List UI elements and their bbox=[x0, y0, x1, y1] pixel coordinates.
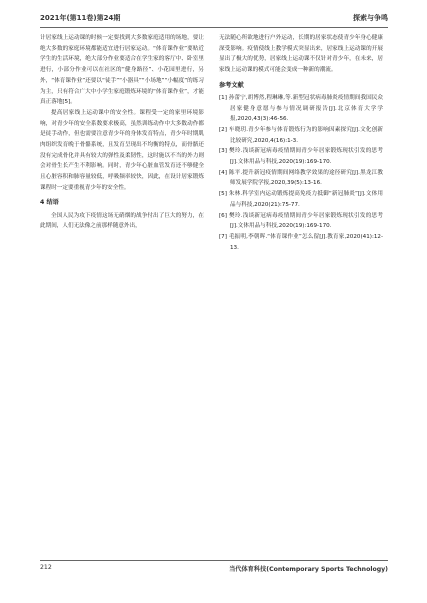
running-header bbox=[40, 13, 388, 27]
reference-item: [4] 陈平.提升新冠疫情期间网络教学效果的途径研究[J].黑龙江教师发展学院学报,2020,39(5):13-16. bbox=[219, 169, 383, 187]
reference-item: [5] 朱林.科学室内运动锻炼提高免疫力抵御“新冠肺炎”[J].文体用品与科技,2020(21):75-77. bbox=[219, 191, 383, 208]
body-paragraph: 计居家线上运动课的时候一定要找到大多数家庭适用的场地，要让绝大多数的家庭环境都能适宜进行居家运动。“体育课作业”要贴近学生的生活环境，绝大部分作业要适合在学生家的客厅中、卧室里进行，小部分作业可以在社区的“健身路径”、小花园里进行，另外，“体育课作业”还要以“徒手”“小器具”“小场地”“小幅度”的练习为主，只有符合广大中小学生家庭锻炼环境的“体育课作业”，才能真正落地[5]。 bbox=[40, 35, 204, 106]
reference-item: [2] 车晓玥.青少年参与体育锻炼行为的影响因素探究[J].文化创新比较研究,2020,4(16):1-3. bbox=[219, 126, 383, 144]
page-number: 212 bbox=[40, 564, 52, 571]
journal-name: 当代体育科技(Contemporary Sports Technology) bbox=[229, 566, 388, 573]
section-label: 探索与争鸣 bbox=[353, 14, 388, 22]
reference-list bbox=[219, 93, 383, 254]
reference-item: [6] 樊玲.浅谈新冠病毒疫情期间青少年居家锻炼现状引发的思考[J].文体用品与科技,2020(19):169-170. bbox=[219, 212, 383, 230]
body-paragraph: 无法随心所欲地进行户外运动，长期的居家状态使青少年身心健康深受影响。疫情使线上教学模式突显出来，居家线上运动课的开展显出了极大的优势，居家线上运动课不仅针对青少年，在未来，居家线上运动课的模式可能会变成一种新的潮流。 bbox=[219, 35, 383, 74]
section-heading: 4 结语 bbox=[40, 198, 59, 206]
issue-label: 2021年(第11卷)第24期 bbox=[40, 14, 121, 22]
reference-item: [7] 毛振明,李朝晖.“体育课作业”怎么留[J].教育家,2020(41):12-13. bbox=[219, 233, 383, 251]
body-paragraph: 提高居家线上运动课中的安全性。课程受一定的家里环境影响，对青少年的安全系数要求极高，虽然训练动作中大多数动作都是徒手动作，但也需要注意青少年的身体发育特点，青少年时期肌肉组织发育晚于骨骼系统，且发育呈现出不均衡的特点，而骨骼还没有完成骨化并具有较大的弹性及柔韧性，这时施以不当的外力则会对骨生长产生不利影响。同时，青少年心脏血管发育还不够健全且心脏容积和肺容量较低，呼吸频率较快，因此，在设计居家锻炼课程时一定要重视青少年的安全性。 bbox=[40, 109, 204, 191]
references-heading: 参考文献 bbox=[219, 81, 244, 89]
left-column bbox=[40, 33, 204, 232]
running-footer bbox=[40, 564, 388, 576]
right-column bbox=[219, 33, 383, 253]
reference-item: [1] 孙蕾宁,胡博然,程琳琳,等.新型冠状病毒肺炎疫情期间我国民众居家健身意愿与参与情况调研报告[J].北京体育大学学报,2020,43(3):46-56. bbox=[219, 94, 383, 123]
footer-divider bbox=[40, 560, 388, 561]
reference-item: [3] 樊玲.浅谈新冠病毒疫情期间青少年居家锻炼现状引发的思考[J].文体用品与科技,2020(19):169-170. bbox=[219, 148, 383, 166]
body-paragraph: 全国人民为攻下疫情这场无硝烟的战争付出了巨大的努力，在此期间，人们无法像之前那样随意外出， bbox=[40, 212, 204, 230]
header-divider bbox=[40, 27, 388, 28]
